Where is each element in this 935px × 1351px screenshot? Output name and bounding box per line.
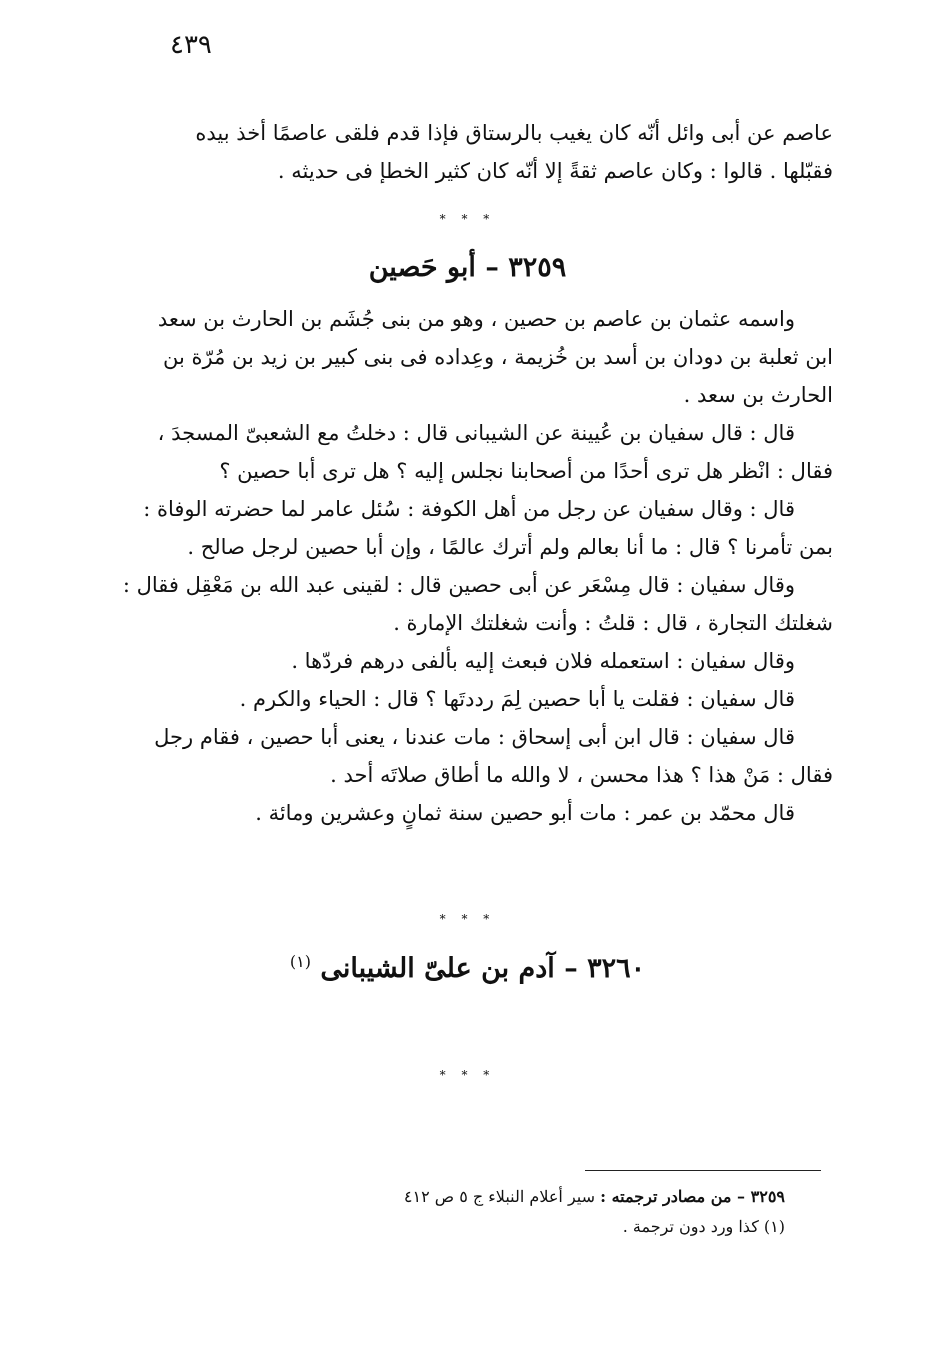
text-line: قال محمّد بن عمر : مات أبو حصين سنة ثمانٍ وعشرين ومائة . xyxy=(255,801,795,825)
text-line: قال سفيان : قال ابن أبى إسحاق : مات عندنا ، يعنى أبا حصين ، فقام رجل xyxy=(154,725,795,749)
section-separator: * * * xyxy=(439,1068,496,1082)
footnote-source-text: سير أعلام النبلاء ج ٥ ص ٤١٢ xyxy=(403,1187,596,1206)
text-line: شغلتك التجارة ، قال : قلتُ : وأنت شغلتك الإمارة . xyxy=(393,611,833,635)
section-separator: * * * xyxy=(439,212,496,226)
page-number: ٤٣٩ xyxy=(170,30,212,60)
text-line: عاصم عن أبى وائل أنّه كان يغيب بالرستاق فإذا قدم فلقى عاصمًا أخذ بيده xyxy=(195,121,833,145)
text-line: الحارث بن سعد . xyxy=(683,383,833,407)
footnote-1: (١) كذا ورد دون ترجمة . xyxy=(622,1217,785,1236)
entry-body-3259 xyxy=(122,300,833,832)
text-line: فقال : مَنْ هذا ؟ هذا محسن ، لا والله ما أطاق صلاتَه أحد . xyxy=(330,763,833,787)
text-line: وقال سفيان : استعمله فلان فبعث إليه بألفى درهم فردّها . xyxy=(291,649,795,673)
footnote-marker: (١) xyxy=(289,952,311,971)
text-line: قال : وقال سفيان عن رجل من أهل الكوفة : سُئل عامر لما حضرته الوفاة : xyxy=(143,497,795,521)
text-line: واسمه عثمان بن عاصم بن حصين ، وهو من بنى جُشَم بن الحارث بن سعد xyxy=(157,307,795,331)
entry-heading-text: ٣٢٦٠ – آدم بن علىّ الشيبانى xyxy=(320,953,646,984)
footnote-rule xyxy=(585,1170,821,1171)
text-line: فقبّلها . قالوا : وكان عاصم ثقةً إلا أنّه كان كثير الخطإ فى حديثه . xyxy=(277,159,833,183)
text-line: قال : قال سفيان بن عُيينة عن الشيبانى قال : دخلتُ مع الشعبىّ المسجدَ ، xyxy=(157,421,795,445)
text-line: فقال : انْظر هل ترى أحدًا من أصحابنا نجلس إليه ؟ هل ترى أبا حصين ؟ xyxy=(219,459,833,483)
footnote-source xyxy=(285,1182,785,1212)
section-separator: * * * xyxy=(439,912,496,926)
text-line: وقال سفيان : قال مِسْعَر عن أبى حصين قال : لقينى عبد الله بن مَعْقِل فقال : xyxy=(122,573,795,597)
footnote-source-label: ٣٢٥٩ – من مصادر ترجمته : xyxy=(600,1187,785,1206)
footnotes xyxy=(285,1182,785,1242)
text-line: قال سفيان : فقلت يا أبا حصين لِمَ رددتَها ؟ قال : الحياء والكرم . xyxy=(239,687,795,711)
intro-paragraph xyxy=(133,114,833,190)
entry-heading-3259: ٣٢٥٩ – أبو حَصين xyxy=(368,252,567,283)
text-line: بمن تأمرنا ؟ قال : ما أنا بعالم ولم أترك عالمًا ، وإن أبا حصين لرجل صالح . xyxy=(187,535,833,559)
text-line: ابن ثعلبة بن دودان بن أسد بن خُزيمة ، وعِداده فى بنى كبير بن زيد بن مُرّة بن xyxy=(162,345,833,369)
entry-heading-3260 xyxy=(0,952,935,984)
